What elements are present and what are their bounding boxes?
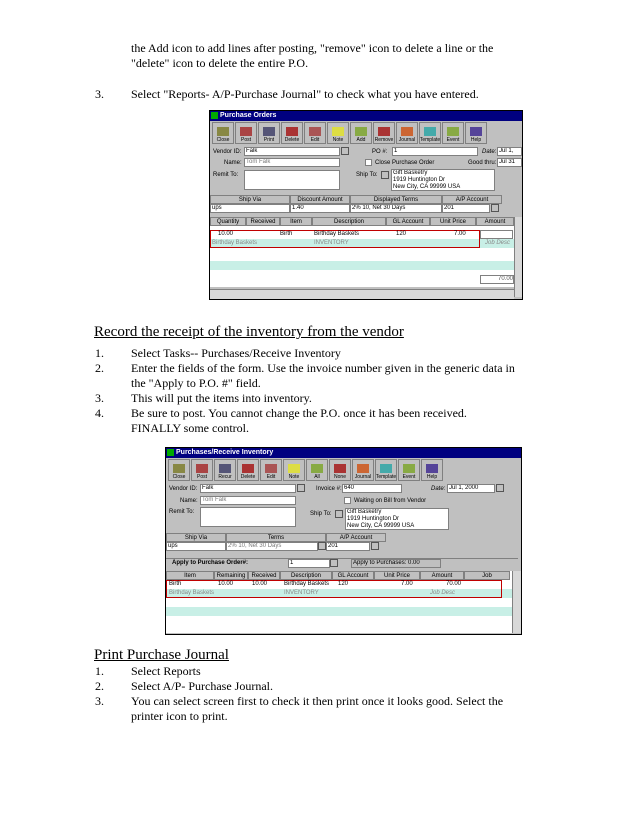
continued-text-line-1: the Add icon to add lines after posting, "remove" icon to delete a line or the (131, 41, 494, 55)
none-icon (334, 464, 346, 473)
list-item-text: Select Reports (131, 664, 201, 678)
toolbar-label: Post (240, 137, 251, 143)
toolbar-label: Delete (284, 137, 300, 143)
name-field[interactable]: Tom Falk (244, 158, 340, 167)
ri-item-cell[interactable]: Birth (169, 581, 182, 587)
terms-field[interactable]: 2% 10, Net 30 Days (350, 204, 442, 213)
print-icon (263, 127, 275, 136)
date-field[interactable]: Jul 1, (497, 147, 522, 156)
discount-amount-header: Discount Amount (290, 195, 350, 204)
column-header: Amount (476, 217, 514, 226)
ri-desc-cell[interactable]: Birthday Baskets (284, 581, 330, 587)
apply-po-dropdown-icon[interactable] (330, 559, 338, 567)
ship-to-label: Ship To: (310, 511, 332, 517)
ap-account-field[interactable]: 201 (326, 542, 370, 551)
po-sub-gl-cell: INVENTORY (314, 240, 349, 246)
close-po-label: Close Purchase Order (375, 160, 435, 166)
invoice-label: Invoice #: (316, 486, 342, 492)
toolbar-label: Print (263, 137, 275, 143)
list-number: 2. (95, 679, 104, 693)
toolbar-delete-button[interactable] (281, 122, 303, 144)
ship-to-field[interactable] (345, 508, 449, 530)
ship-to-line: 1919 Huntington Dr (393, 177, 446, 183)
close-icon (173, 464, 185, 473)
post-icon (196, 464, 208, 473)
toolbar-all-button[interactable] (306, 459, 328, 481)
ri-vertical-scrollbar[interactable] (512, 571, 521, 633)
column-header: Quantity (210, 217, 246, 226)
ri-amount-cell[interactable]: 70.00 (446, 581, 462, 587)
po-gl-cell[interactable]: 120 (396, 231, 407, 237)
app-icon (211, 112, 218, 119)
po-sub-job-cell: Job Desc (485, 240, 511, 246)
journal-icon (357, 464, 369, 473)
step-3-text: Select "Reports- A/P-Purchase Journal" to check what you have entered. (131, 87, 479, 101)
good-thru-field[interactable]: Jul 31 (497, 158, 522, 167)
ship-via-header: Ship Via (166, 533, 226, 542)
column-header: GL Account (332, 571, 374, 580)
toolbar-help-button[interactable] (465, 122, 487, 144)
receive-inventory-window (165, 447, 522, 635)
terms-header: Terms (226, 533, 326, 542)
recur-icon (219, 464, 231, 473)
record-receipt-heading: Record the receipt of the inventory from the vendor (94, 324, 404, 340)
toolbar-post-button[interactable] (235, 122, 257, 144)
toolbar-edit-button[interactable] (260, 459, 282, 481)
toolbar-label: None (334, 474, 346, 480)
ship-to-arrow-icon[interactable] (335, 510, 343, 518)
displayed-terms-header: Displayed Terms (350, 195, 442, 204)
journal-icon (401, 127, 413, 136)
po-horizontal-scrollbar[interactable] (210, 289, 514, 299)
column-header: Unit Price (430, 217, 476, 226)
template-icon (380, 464, 392, 473)
event-icon (447, 127, 459, 136)
po-sub-desc-cell: Birthday Baskets (212, 240, 258, 246)
terms-field[interactable]: 2% 10, Net 30 Days (226, 542, 318, 551)
apply-po-select[interactable]: 1 (288, 559, 330, 568)
toolbar-label: Recur (218, 474, 232, 480)
toolbar-label: Template (419, 137, 441, 143)
remit-to-field[interactable] (244, 170, 340, 190)
ship-to-line: New City, CA 99999 USA (347, 523, 415, 529)
list-number: 1. (95, 346, 104, 360)
app-icon (167, 449, 174, 456)
toolbar-print-button[interactable] (258, 122, 280, 144)
ri-toolbar (166, 458, 521, 482)
remit-to-label: Remit To: (213, 172, 239, 178)
ri-line-grid (166, 571, 512, 633)
close-po-checkbox[interactable] (365, 159, 372, 166)
toolbar-note-button[interactable] (327, 122, 349, 144)
help-icon (470, 127, 482, 136)
ri-price-cell[interactable]: 7.00 (401, 581, 413, 587)
note-icon (332, 127, 344, 136)
po-desc-cell[interactable]: Birthday Baskets (314, 231, 360, 237)
toolbar-label: Add (356, 137, 366, 143)
toolbar-label: Journal (398, 137, 416, 143)
toolbar-label: Template (375, 474, 397, 480)
ship-via-select[interactable]: ups (210, 204, 290, 213)
toolbar-template-button[interactable] (419, 122, 441, 144)
po-amount-cell[interactable] (480, 230, 513, 239)
invoice-field[interactable]: 640 (342, 484, 402, 493)
list-item-text: Select Tasks-- Purchases/Receive Inventory (131, 346, 341, 360)
window-title: Purchases/Receive Inventory (176, 449, 274, 456)
edit-icon (309, 127, 321, 136)
add-icon (355, 127, 367, 136)
po-price-cell[interactable]: 7.00 (454, 231, 466, 237)
good-thru-label: Good thru: (468, 160, 497, 166)
remove-icon (378, 127, 390, 136)
remit-to-field[interactable] (200, 507, 296, 527)
po-number-label: PO #: (372, 149, 388, 155)
list-item-text: FINALLY some control. (131, 421, 250, 435)
date-field[interactable]: Jul 1, 2000 (447, 484, 495, 493)
post-icon (240, 127, 252, 136)
ship-to-line: 1919 Huntington Dr (347, 516, 400, 522)
vendor-id-label: Vendor ID: (169, 486, 198, 492)
discount-amount-field[interactable]: 1.40 (290, 204, 350, 213)
edit-icon (265, 464, 277, 473)
delete-icon (242, 464, 254, 473)
ship-via-select[interactable]: ups (166, 542, 226, 551)
ship-via-header: Ship Via (210, 195, 290, 204)
list-number: 3. (95, 694, 104, 708)
po-line-grid (210, 217, 515, 287)
column-header: Item (166, 571, 214, 580)
toolbar-template-button[interactable] (375, 459, 397, 481)
waiting-bill-checkbox[interactable] (344, 497, 351, 504)
toolbar-event-button[interactable] (398, 459, 420, 481)
toolbar-label: Edit (266, 474, 276, 480)
date-label: Date: (431, 486, 446, 492)
po-row-3-bg (210, 261, 515, 270)
list-number: 4. (95, 406, 104, 420)
name-label: Name: (224, 160, 242, 166)
column-header: Item (280, 217, 312, 226)
toolbar-label: Close (216, 137, 230, 143)
apply-po-label: Apply to Purchase Order#: (172, 560, 249, 566)
vendor-id-label: Vendor ID: (213, 149, 242, 155)
toolbar-label: Event (402, 474, 416, 480)
toolbar-label: All (314, 474, 320, 480)
toolbar-post-button[interactable] (191, 459, 213, 481)
list-item-text: the "Apply to P.O. #" field. (131, 376, 261, 390)
list-number: 3. (95, 391, 104, 405)
column-header: Unit Price (374, 571, 420, 580)
toolbar-label: Post (196, 474, 207, 480)
toolbar-label: Note (288, 474, 300, 480)
toolbar-event-button[interactable] (442, 122, 464, 144)
column-header: Job (464, 571, 510, 580)
toolbar-add-button[interactable] (350, 122, 372, 144)
event-icon (403, 464, 415, 473)
toolbar-delete-button[interactable] (237, 459, 259, 481)
ship-to-line: Gift Basketry (393, 170, 428, 176)
remit-to-label: Remit To: (169, 509, 195, 515)
list-item-text: printer icon to print. (131, 709, 228, 723)
calendar-icon[interactable] (496, 484, 504, 492)
list-item-text: Enter the fields of the form. Use the invoice number given in the generic data in (131, 361, 515, 375)
ri-gl-cell[interactable]: 120 (338, 581, 349, 587)
toolbar-journal-button[interactable] (396, 122, 418, 144)
po-qty-cell[interactable]: 10.00 (218, 231, 234, 237)
ap-account-field[interactable]: 201 (442, 204, 490, 213)
toolbar-label: Delete (240, 474, 256, 480)
ri-sub-job-cell: Job Desc (430, 590, 456, 596)
terms-dropdown-icon[interactable] (318, 542, 326, 550)
toolbar-label: Journal (354, 474, 372, 480)
ap-account-header: A/P Account (326, 533, 386, 542)
toolbar-label: Close (172, 474, 186, 480)
ri-sub-desc-cell: Birthday Baskets (169, 590, 215, 596)
column-header: Description (280, 571, 332, 580)
toolbar-journal-button[interactable] (352, 459, 374, 481)
column-header: Amount (420, 571, 464, 580)
receive-inventory-titlebar (166, 448, 521, 458)
step-3-number: 3. (95, 87, 104, 101)
print-journal-heading: Print Purchase Journal (94, 647, 229, 663)
ship-to-arrow-icon[interactable] (381, 171, 389, 179)
toolbar-label: Event (446, 137, 460, 143)
po-total-field: 70.00 (480, 275, 514, 284)
column-header: Received (246, 217, 280, 226)
all-icon (311, 464, 323, 473)
continued-text-line-2: "delete" icon to delete the entire P.O. (131, 56, 309, 70)
toolbar-label: Help (470, 137, 482, 143)
toolbar-label: Help (426, 474, 438, 480)
toolbar-recur-button[interactable] (214, 459, 236, 481)
ri-received-cell[interactable]: 10.00 (252, 581, 268, 587)
window-title: Purchase Orders (220, 112, 277, 119)
toolbar-close-button[interactable] (212, 122, 234, 144)
toolbar-edit-button[interactable] (304, 122, 326, 144)
column-header: Description (312, 217, 386, 226)
ship-to-label: Ship To: (356, 172, 378, 178)
toolbar-help-button[interactable] (421, 459, 443, 481)
po-vertical-scrollbar[interactable] (514, 217, 522, 297)
toolbar-label: Remove (374, 137, 394, 143)
toolbar-label: Note (332, 137, 344, 143)
vendor-id-field[interactable]: Falk (244, 147, 340, 156)
toolbar-close-button[interactable] (168, 459, 190, 481)
purchase-orders-window (209, 110, 523, 300)
ri-remaining-cell: 10.00 (218, 581, 234, 587)
vendor-lookup-icon[interactable] (297, 484, 305, 492)
waiting-bill-label: Waiting on Bill from Vendor (354, 498, 427, 504)
ri-sub-gl-cell: INVENTORY (284, 590, 319, 596)
column-header: Remaining (214, 571, 248, 580)
ship-to-field[interactable] (391, 169, 495, 191)
name-label: Name: (180, 498, 198, 504)
help-icon (426, 464, 438, 473)
list-item-text: You can select screen first to check it then print once it looks good. Select the (131, 694, 504, 708)
list-item-text: Be sure to post. You cannot change the P.O. once it has been received. (131, 406, 467, 420)
list-item-text: Select A/P- Purchase Journal. (131, 679, 273, 693)
ap-account-header: A/P Account (442, 195, 502, 204)
close-icon (217, 127, 229, 136)
template-icon (424, 127, 436, 136)
delete-icon (286, 127, 298, 136)
vendor-id-field[interactable]: Falk (200, 484, 296, 493)
toolbar-label: Edit (310, 137, 320, 143)
list-item-text: This will put the items into inventory. (131, 391, 312, 405)
date-label: Date: (482, 149, 497, 155)
po-number-field[interactable]: 1 (392, 147, 478, 156)
ap-account-lookup-icon[interactable] (371, 542, 379, 550)
vendor-lookup-icon[interactable] (341, 147, 349, 155)
purchase-orders-titlebar (210, 111, 522, 121)
column-header: GL Account (386, 217, 430, 226)
po-toolbar (210, 121, 522, 145)
apply-to-purchases-tab[interactable]: Apply to Purchases: 0.00 (351, 559, 441, 568)
toolbar-note-button[interactable] (283, 459, 305, 481)
po-item-cell[interactable]: Birth (280, 231, 293, 237)
ap-account-lookup-icon[interactable] (491, 204, 499, 212)
toolbar-none-button[interactable] (329, 459, 351, 481)
list-number: 2. (95, 361, 104, 375)
ship-to-line: New City, CA 99999 USA (393, 184, 461, 190)
toolbar-remove-button[interactable] (373, 122, 395, 144)
ship-to-line: Gift Basketry (347, 509, 382, 515)
note-icon (288, 464, 300, 473)
ri-row-3-bg (166, 607, 512, 616)
list-number: 1. (95, 664, 104, 678)
name-field[interactable]: Tom Falk (200, 496, 296, 505)
column-header: Received (248, 571, 280, 580)
